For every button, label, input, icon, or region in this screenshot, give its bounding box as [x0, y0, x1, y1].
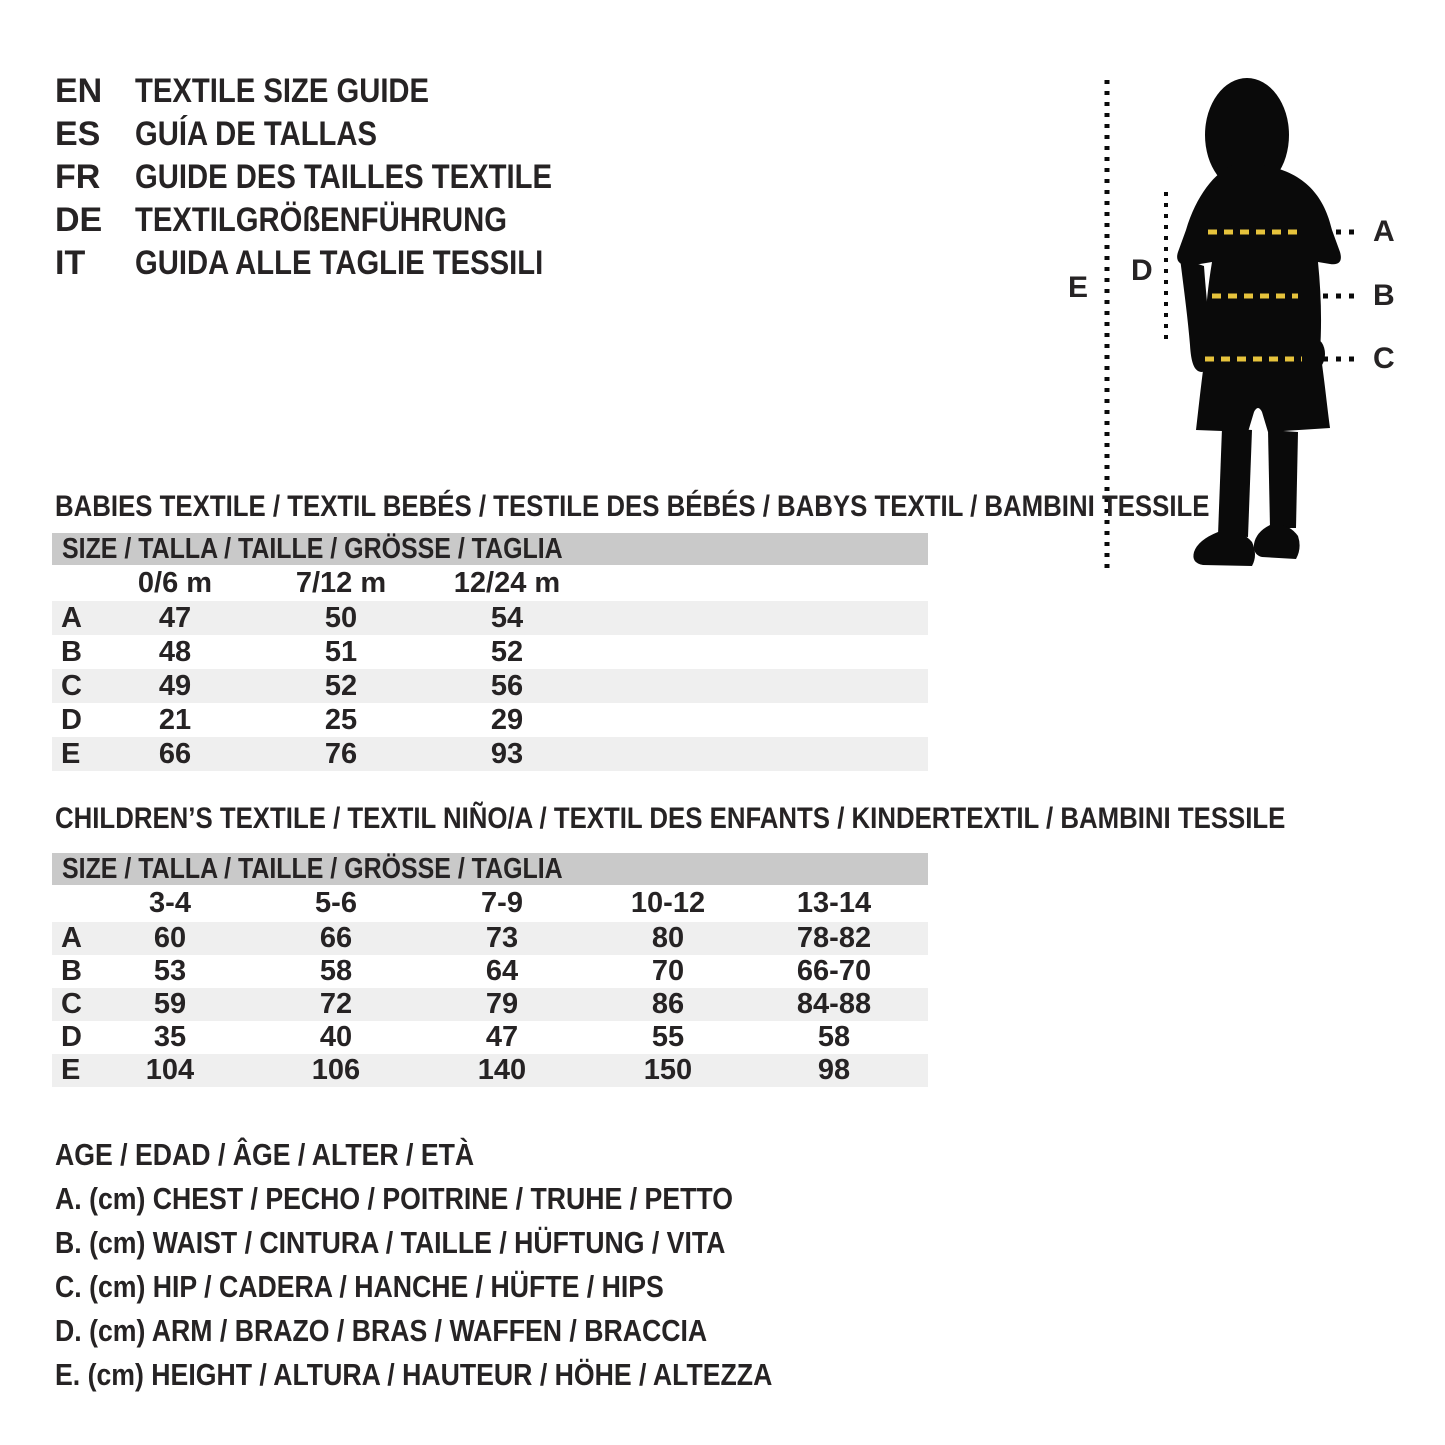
value-cell: 140 [477, 1054, 527, 1086]
value-cell: 60 [153, 922, 187, 954]
table-row-C [52, 988, 928, 1021]
row-label: E [61, 737, 81, 770]
babies-heading-text: BABIES TEXTILE / TEXTIL BEBÉS / TESTILE DES BÉBÉS / BABYS TEXTIL / BAMBINI TESSILE [55, 490, 1210, 523]
value-cell: 29 [490, 703, 524, 736]
column-header: 0/6 m [137, 566, 213, 599]
table-row-B [52, 955, 928, 988]
value-cell: 73 [485, 922, 519, 954]
row-label: A [61, 922, 82, 954]
value-cell: 49 [158, 669, 192, 702]
table-row-D [52, 1021, 928, 1054]
column-header: 7/12 m [295, 566, 387, 599]
legend-line-age [55, 1133, 889, 1177]
row-label: C [61, 669, 82, 702]
babies-size-table [52, 533, 928, 771]
value-cell: 104 [145, 1054, 195, 1086]
value-cell: 86 [651, 988, 685, 1020]
children-heading-text: CHILDREN’S TEXTILE / TEXTIL NIÑO/A / TEXTIL DES ENFANTS / KINDERTEXTIL / BAMBINI TESSILE [55, 802, 1286, 835]
value-cell: 50 [324, 601, 358, 634]
figure-label-hip-C: C [1373, 342, 1395, 375]
figure-label-arm-D: D [1131, 254, 1153, 287]
legend-line-chest [55, 1177, 889, 1221]
row-label: C [61, 988, 82, 1020]
legend-text-hip: C. (cm) HIP / CADERA / HANCHE / HÜFTE / HIPS [55, 1269, 664, 1304]
value-cell: 66 [319, 922, 353, 954]
value-cell: 40 [319, 1021, 353, 1053]
value-cell: 21 [158, 703, 192, 736]
legend-line-waist [55, 1221, 889, 1265]
language-row-es [55, 113, 620, 156]
language-row-fr [55, 156, 620, 199]
silhouette-right-shoe [1254, 524, 1300, 559]
table-row-A [52, 601, 928, 635]
language-code: IT [55, 244, 86, 282]
table-row-E [52, 1054, 928, 1087]
value-cell: 78-82 [796, 922, 872, 954]
legend-text-chest: A. (cm) CHEST / PECHO / POITRINE / TRUHE / PETTO [55, 1181, 733, 1216]
column-header: 10-12 [630, 887, 706, 919]
value-cell: 48 [158, 635, 192, 668]
value-cell: 58 [319, 955, 353, 987]
children-section-heading [55, 803, 1445, 835]
guide-title-de: TEXTILGRÖßENFÜHRUNG [135, 201, 507, 239]
babies-section-heading [55, 491, 1397, 523]
size-header-label: SIZE / TALLA / TAILLE / GRÖSSE / TAGLIA [62, 852, 563, 885]
language-code: DE [55, 201, 103, 239]
value-cell: 150 [643, 1054, 693, 1086]
table-row-E [52, 737, 928, 771]
value-cell: 54 [490, 601, 524, 634]
value-cell: 106 [311, 1054, 361, 1086]
children-column-header-row [52, 885, 928, 922]
table-row-D [52, 703, 928, 737]
value-cell: 56 [490, 669, 524, 702]
value-cell: 72 [319, 988, 353, 1020]
language-row-it [55, 242, 620, 285]
measurement-legend [55, 1133, 889, 1397]
value-cell: 52 [324, 669, 358, 702]
legend-line-hip [55, 1265, 889, 1309]
column-header: 3-4 [149, 887, 191, 919]
value-cell: 47 [158, 601, 192, 634]
babies-column-header-row [52, 565, 928, 601]
guide-title-en: TEXTILE SIZE GUIDE [135, 72, 430, 110]
value-cell: 70 [651, 955, 685, 987]
legend-line-height [55, 1353, 889, 1397]
row-label: B [61, 955, 82, 987]
value-cell: 58 [817, 1021, 851, 1053]
babies-table-rows [52, 601, 928, 771]
value-cell: 53 [153, 955, 187, 987]
legend-text-waist: B. (cm) WAIST / CINTURA / TAILLE / HÜFTUNG / VITA [55, 1225, 726, 1260]
value-cell: 52 [490, 635, 524, 668]
children-size-table [52, 853, 928, 1087]
row-label: D [61, 703, 82, 736]
row-label: D [61, 1021, 82, 1053]
value-cell: 66 [158, 737, 192, 770]
column-header: 13-14 [796, 887, 872, 919]
figure-label-waist-B: B [1373, 279, 1395, 312]
value-cell: 35 [153, 1021, 187, 1053]
language-code: EN [55, 72, 103, 110]
legend-text-age: AGE / EDAD / ÂGE / ALTER / ETÀ [55, 1137, 475, 1172]
value-cell: 64 [485, 955, 519, 987]
language-row-de [55, 199, 620, 242]
language-code: ES [55, 115, 101, 153]
children-table-rows [52, 922, 928, 1087]
guide-title-fr: GUIDE DES TAILLES TEXTILE [135, 158, 552, 196]
language-code: FR [55, 158, 101, 196]
guide-title-it: GUIDA ALLE TAGLIE TESSILI [135, 244, 544, 282]
value-cell: 98 [817, 1054, 851, 1086]
column-header: 12/24 m [453, 566, 561, 599]
value-cell: 59 [153, 988, 187, 1020]
legend-text-height: E. (cm) HEIGHT / ALTURA / HAUTEUR / HÖHE / ALTEZZA [55, 1357, 773, 1392]
value-cell: 79 [485, 988, 519, 1020]
value-cell: 93 [490, 737, 524, 770]
value-cell: 55 [651, 1021, 685, 1053]
language-title-list [55, 70, 620, 285]
value-cell: 47 [485, 1021, 519, 1053]
row-label: E [61, 1054, 81, 1086]
figure-label-height-E: E [1068, 271, 1089, 304]
value-cell: 76 [324, 737, 358, 770]
children-size-header-bar [52, 853, 928, 885]
column-header: 7-9 [481, 887, 523, 919]
value-cell: 80 [651, 922, 685, 954]
legend-text-arm: D. (cm) ARM / BRAZO / BRAS / WAFFEN / BRACCIA [55, 1313, 708, 1348]
row-label: A [61, 601, 82, 634]
table-row-C [52, 669, 928, 703]
legend-line-arm [55, 1309, 889, 1353]
value-cell: 66-70 [796, 955, 872, 987]
guide-title-es: GUÍA DE TALLAS [135, 115, 378, 153]
value-cell: 84-88 [796, 988, 872, 1020]
table-row-A [52, 922, 928, 955]
babies-size-header-bar [52, 533, 928, 565]
value-cell: 25 [324, 703, 358, 736]
size-header-label: SIZE / TALLA / TAILLE / GRÖSSE / TAGLIA [62, 532, 563, 565]
column-header: 5-6 [315, 887, 357, 919]
language-row-en [55, 70, 620, 113]
figure-label-chest-A: A [1373, 215, 1395, 248]
value-cell: 51 [324, 635, 358, 668]
table-row-B [52, 635, 928, 669]
row-label: B [61, 635, 82, 668]
silhouette-shorts [1196, 350, 1330, 432]
